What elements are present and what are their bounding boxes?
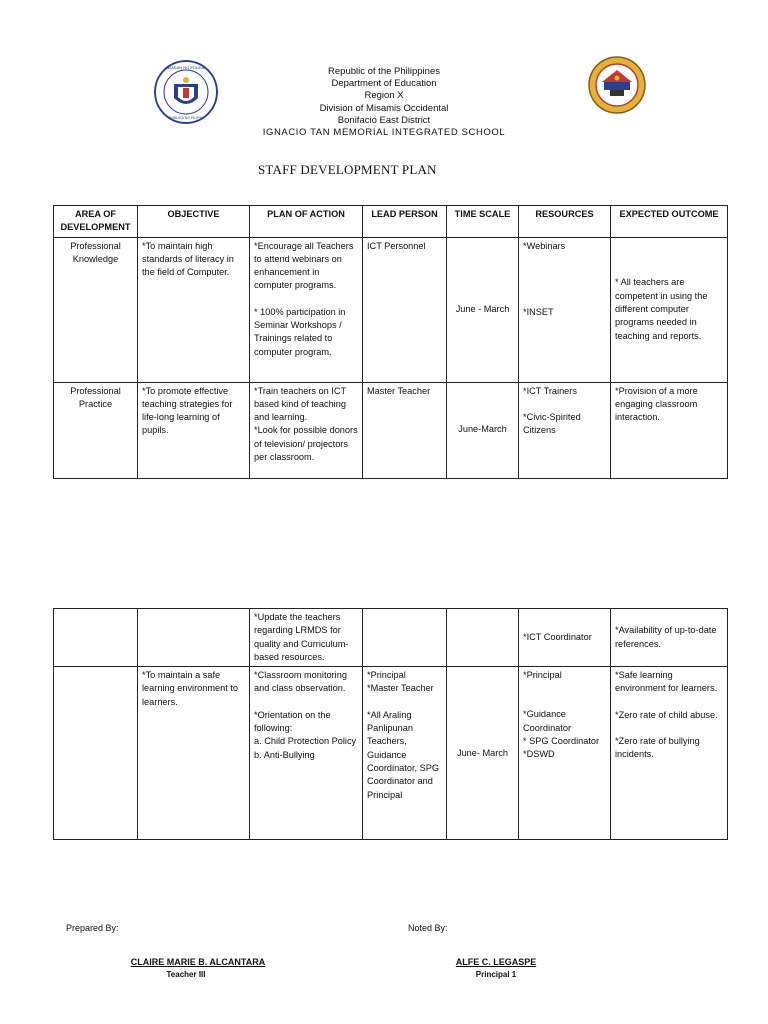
lead-cell — [363, 609, 447, 667]
plan-item: b. Anti-Bullying — [254, 749, 315, 760]
preparer-role: Teacher III — [166, 970, 206, 979]
plan-table-top — [53, 205, 728, 479]
area-cell — [54, 609, 138, 667]
plan-item: *Train teachers on ICT based kind of teaching and learning. — [254, 385, 346, 423]
outcome-cell — [611, 667, 728, 840]
objective-cell: *To promote effective teaching strategies for life-long learning of pupils. — [138, 382, 250, 478]
prepared-by-label: Prepared By: — [66, 923, 119, 933]
outcome-item: *Safe learning environment for learners. — [615, 670, 718, 694]
area-cell: Professional Practice — [54, 382, 138, 478]
resource-item: *Civic-Spirited Citizens — [523, 411, 581, 436]
time-cell: June - March — [447, 237, 519, 382]
time-cell — [447, 609, 519, 667]
resources-cell — [519, 382, 611, 478]
school-seal-logo — [588, 56, 646, 114]
header-district: Bonifacio East District — [337, 114, 431, 126]
header-republic: Republic of the Philippines — [328, 66, 440, 77]
plan-cell — [250, 667, 363, 840]
outcome-item: *Zero rate of bullying incidents. — [615, 736, 700, 760]
resource-item: *Webinars — [523, 240, 566, 251]
time-cell: June- March — [447, 667, 519, 840]
area-cell — [54, 667, 138, 840]
page-title: STAFF DEVELOPMENT PLAN — [258, 162, 437, 177]
noter-role: Principal 1 — [475, 970, 517, 979]
table-row — [54, 382, 728, 478]
column-header: EXPECTED OUTCOME — [611, 206, 728, 238]
plan-cell — [250, 237, 363, 382]
noted-by-label: Noted By: — [408, 923, 448, 933]
lead-cell: Master Teacher — [363, 382, 447, 478]
plan-item: *Orientation on the following: — [254, 709, 331, 734]
table-row — [54, 609, 728, 667]
plan-table-bottom — [53, 608, 728, 840]
objective-cell — [138, 609, 250, 667]
plan-item: *Encourage all Teachers to attend webinars on enhancement in computer programs. — [254, 240, 354, 291]
column-header: LEAD PERSON — [363, 206, 447, 238]
outcome-item: *Zero rate of child abuse. — [615, 709, 718, 720]
resource-item: *Guidance Coordinator — [523, 709, 572, 733]
resource-item: * SPG Coordinator — [523, 736, 600, 747]
plan-item: a. Child Protection Policy — [254, 736, 357, 747]
svg-text:KAGAWARAN NG EDUKASYON: KAGAWARAN NG EDUKASYON — [156, 65, 216, 70]
resource-item: *ICT Trainers — [523, 385, 577, 396]
plan-cell: *Update the teachers regarding LRMDS for quality and Curriculum-based resources. — [250, 609, 363, 667]
column-header: AREA OF DEVELOPMENT — [54, 206, 138, 238]
lead-cell — [363, 667, 447, 840]
resource-item: *INSET — [523, 306, 554, 317]
lead-item: *Master Teacher — [367, 683, 434, 694]
table-row — [54, 667, 728, 840]
noter-name: ALFE C. LEGASPE — [455, 957, 537, 967]
plan-item: *Classroom monitoring and class observation. — [254, 670, 347, 694]
letterhead — [200, 66, 568, 139]
header-division: Division of Misamis Occidental — [319, 102, 449, 114]
outcome-cell: *Availability of up-to-date references. — [611, 609, 728, 667]
lead-cell: ICT Personnel — [363, 237, 447, 382]
preparer-name: CLAIRE MARIE B. ALCANTARA — [130, 957, 266, 967]
lead-item: *All Araling Panlipunan Teachers, Guidance Coordinator, SPG Coordinator and Principal — [367, 709, 440, 800]
resources-cell — [519, 237, 611, 382]
plan-cell — [250, 382, 363, 478]
outcome-cell: *Provision of a more engaging classroom interaction. — [611, 382, 728, 478]
plan-item: *Look for possible donors of television/ projectors per classroom. — [254, 425, 358, 463]
column-header: RESOURCES — [519, 206, 611, 238]
time-cell: June-March — [447, 382, 519, 478]
column-header: PLAN OF ACTION — [250, 206, 363, 238]
column-header: OBJECTIVE — [138, 206, 250, 238]
svg-text:REPUBLIKA NG PILIPINAS: REPUBLIKA NG PILIPINAS — [164, 116, 208, 120]
outcome-cell: * All teachers are competent in using the different computer programs needed in teaching and reports. — [611, 237, 728, 382]
lead-item: *Principal — [367, 670, 406, 681]
resource-item: *DSWD — [523, 749, 555, 760]
plan-item: * 100% participation in Seminar Workshops / Trainings related to computer program. — [254, 306, 346, 357]
objective-cell: *To maintain high standards of literacy in the field of Computer. — [138, 237, 250, 382]
table-header-row — [54, 206, 728, 238]
objective-cell: *To maintain a safe learning environment to learners. — [138, 667, 250, 840]
area-cell: Professional Knowledge — [54, 237, 138, 382]
resources-cell: *ICT Coordinator — [519, 609, 611, 667]
header-school: IGNACIO TAN MEMORIAL INTEGRATED SCHOOL — [262, 127, 506, 139]
table-row — [54, 237, 728, 382]
header-region: Region X — [364, 90, 404, 102]
resource-item: *Principal — [523, 670, 562, 681]
column-header: TIME SCALE — [447, 206, 519, 238]
resources-cell — [519, 667, 611, 840]
header-department: Department of Education — [331, 78, 437, 90]
